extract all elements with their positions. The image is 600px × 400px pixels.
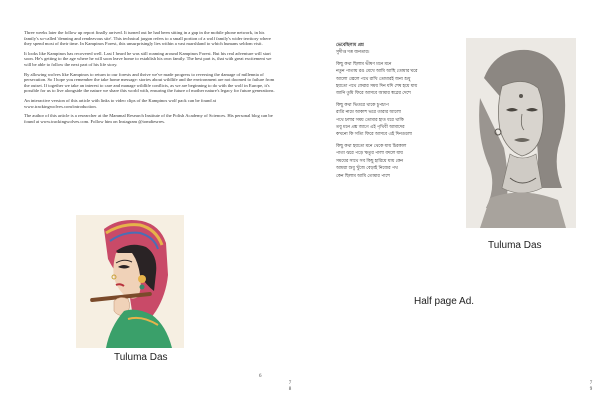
poem-line: হয়তো পথে ফেরার সময় দিন যদি শেষ হয়ে যায় <box>336 84 418 90</box>
caption-left: Tuluma Das <box>114 352 168 363</box>
page-number-middle-text: 7 8 <box>288 381 292 392</box>
poem-line: আলো জ্বেলে পথে রাখি তোমারই জন্য শুধু <box>336 76 411 82</box>
poem-title: ভেবেছিলাম প্রশ্ন <box>336 43 364 48</box>
half-page-ad-placeholder: Half page Ad. <box>414 296 475 307</box>
page-number-middle <box>287 381 293 393</box>
poem-header <box>336 42 458 57</box>
portrait-illustration-right <box>466 38 576 228</box>
poem-stanza <box>336 61 458 98</box>
article-body <box>24 30 276 128</box>
article-paragraph: By allowing wolves like Kampinos to return to our forests and thrive we've made progress to reversing the damage of millennia of persecution. So I hope you remember the take home message: stories about wildlife and the environment are not doomed to failure from the outset. If together we take an interest to care and manage wildlife conflicts, as we are beginning to do with the wolf in Europe, it's possible for us to live alongside the nature we share this world with, ensuring the future of mother nature's legacy for future generations. <box>24 71 275 94</box>
poem-line: জানি তুমি ফিরে আসবে আমার স্বপ্নের দেশে <box>336 91 411 97</box>
bengali-poem <box>336 42 458 184</box>
poem-line: রাত্রি নামে আকাশ ভরে তারার আলো <box>336 110 401 116</box>
poem-line: নতুন পাতায় রঙ মেখে আমি আছি তোমার ঘরে <box>336 69 418 75</box>
poem-line: পথে চলার সময় তোমার হাত ধরে থাকি <box>336 117 404 123</box>
poem-line: সময়ের সাথে সব কিছু হারিয়ে যায় কেন <box>336 158 404 164</box>
caption-right: Tuluma Das <box>488 240 542 251</box>
poem-line: কিছু কথা ছিলাম ভীষণ মনে মনে <box>336 61 392 67</box>
article-paragraph: Three weeks later the follow up report finally arrived. It turned out he had been sitting in a gap in the mobile phone network, in his family's so-called 'denning and rendezvous site'. This technical jargon refers to a small portion of a wolf family's wider territory where they spend most of their time. In Kampinos Forest, this unsurprisingly lies within a vast marshland to which humans seldom visit. <box>24 30 271 47</box>
poem-line: কিছু কথা ভিতরে থাকে চুপচাপ <box>336 102 389 108</box>
portrait-painting-left <box>76 215 184 348</box>
poem-line: পাতা ঝরে পড়ে ঋতুর পালা বদলে যায় <box>336 151 403 157</box>
poem-line: কেন ছিলাম আমি তোমার পাশে <box>336 173 390 179</box>
article-paragraph: The author of this article is a researcher at the Mammal Research Institute of the Polish Academy of Sciences. His personal blog can be found at www.trackingwolves.com. Follow him on Instagram @tomdiesrres. <box>24 113 273 124</box>
poem-author: সুদীপ্ত দত্ত জনতার। <box>336 50 370 56</box>
poem-stanza <box>336 143 458 180</box>
article-paragraph: An interactive version of this article with links to video clips of the Kampinos wolf pack can be found at www.trackingwolves.com/introduction. <box>24 97 216 109</box>
poem-line: তবু মনে প্রশ্ন জাগে এই পৃথিবী আমাদের <box>336 125 405 131</box>
portrait-illustration-left <box>76 215 184 348</box>
poem-line: কিছু কথা হয়তো মনে থেকে যায় চিরকাল <box>336 143 407 149</box>
page-number-left: 6 <box>259 374 262 379</box>
portrait-sketch-right <box>466 38 576 228</box>
page-number-right <box>588 381 594 393</box>
article-paragraph: It looks like Kampinos has recovered well. Last I heard he was still roaming around Kampinos Forest. But his real adventure will start soon. He's getting to the age where he will soon leave home to establish his own family. The best part is, that with great excitement we will be able to follow the next part of his life story. <box>24 50 272 67</box>
poem-line: কখনো কি সত্যি ফিরে আসবে এই দিনগুলো <box>336 132 412 138</box>
poem-line: আমরা শুধু খুঁজে বেড়াই নিজের পথ <box>336 166 398 172</box>
page-number-right-text: 7 9 <box>589 381 593 392</box>
poem-stanza <box>336 102 458 139</box>
